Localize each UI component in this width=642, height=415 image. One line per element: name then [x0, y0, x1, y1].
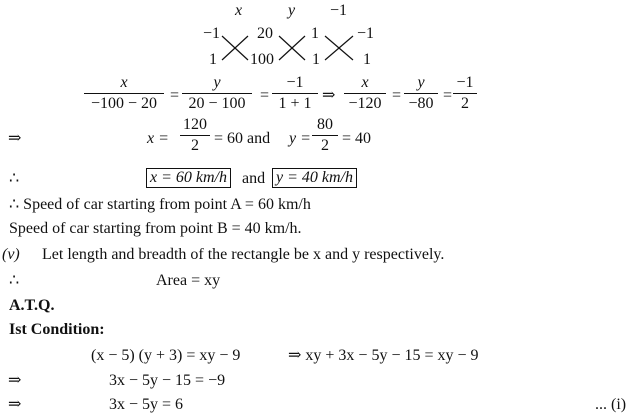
mid2-top: 1 [311, 25, 319, 42]
equation-simplified: ⇒ xy + 3x − 5y − 15 = xy − 9 [288, 347, 479, 364]
implies-arrow: ⇒ [8, 372, 22, 389]
speed-b-statement: Speed of car starting from point B = 40 km/h. [9, 220, 302, 237]
left-bottom: 1 [209, 51, 217, 68]
equals: = [170, 87, 180, 104]
right-top: −1 [357, 25, 375, 42]
right-bottom: 1 [363, 51, 371, 68]
equals: = [392, 87, 402, 104]
mid1-top: 20 [257, 25, 273, 42]
fraction-y: $\frac{y}{20 - 100}$ [182, 75, 252, 112]
part-label: (v) [2, 246, 20, 263]
x-equals: x = [147, 130, 169, 147]
part-v-statement: Let length and breadth of the rectangle be x and y respectively. [42, 246, 445, 263]
fraction-y-simplified: $\frac{y}{-80}$ [404, 75, 438, 112]
area-expression: Area = xy [156, 272, 221, 289]
therefore-symbol: ∴ [9, 170, 20, 187]
fraction-x: $\frac{x}{-100 - 20}$ [84, 75, 164, 112]
header-const: −1 [330, 2, 348, 19]
fraction-y-value: $\frac{80}{2}$ [312, 117, 338, 154]
equation-final: 3x − 5y = 6 [109, 396, 184, 413]
and-text: and [242, 170, 266, 187]
implies-arrow: ⇒ [8, 396, 22, 413]
boxed-x-answer: x = 60 km/h [146, 168, 231, 188]
implies-arrow: ⇒ [8, 130, 22, 147]
atq-heading: A.T.Q. [9, 297, 55, 314]
equals: = [260, 87, 270, 104]
equation-expanded: (x − 5) (y + 3) = xy − 9 [91, 347, 241, 364]
mid2-bottom: 1 [312, 51, 320, 68]
y-value-text: = 40 [342, 130, 372, 147]
x-value-text: = 60 and [214, 130, 271, 147]
y-equals: y = [289, 130, 311, 147]
fraction-x-simplified: $\frac{x}{-120}$ [344, 75, 386, 112]
left-top: −1 [203, 25, 221, 42]
therefore-symbol: ∴ [9, 272, 20, 289]
equation-step: 3x − 5y − 15 = −9 [109, 372, 226, 389]
condition-heading: Ist Condition: [9, 321, 105, 338]
fraction-const-simplified: $\frac{-1}{2}$ [453, 75, 477, 112]
fraction-const: $\frac{-1}{1 + 1}$ [272, 75, 318, 112]
cross-arrows [0, 0, 642, 80]
mid1-bottom: 100 [250, 51, 274, 68]
header-y: y [288, 2, 296, 19]
equals: = [443, 87, 453, 104]
fraction-x-value: $\frac{120}{2}$ [180, 117, 210, 154]
speed-a-statement: ∴ Speed of car starting from point A = 60 km/h [9, 196, 311, 213]
boxed-y-answer: y = 40 km/h [272, 168, 357, 188]
equation-tag: ... (i) [595, 396, 627, 413]
header-x: x [235, 2, 243, 19]
implies-arrow: ⇒ [322, 87, 336, 104]
